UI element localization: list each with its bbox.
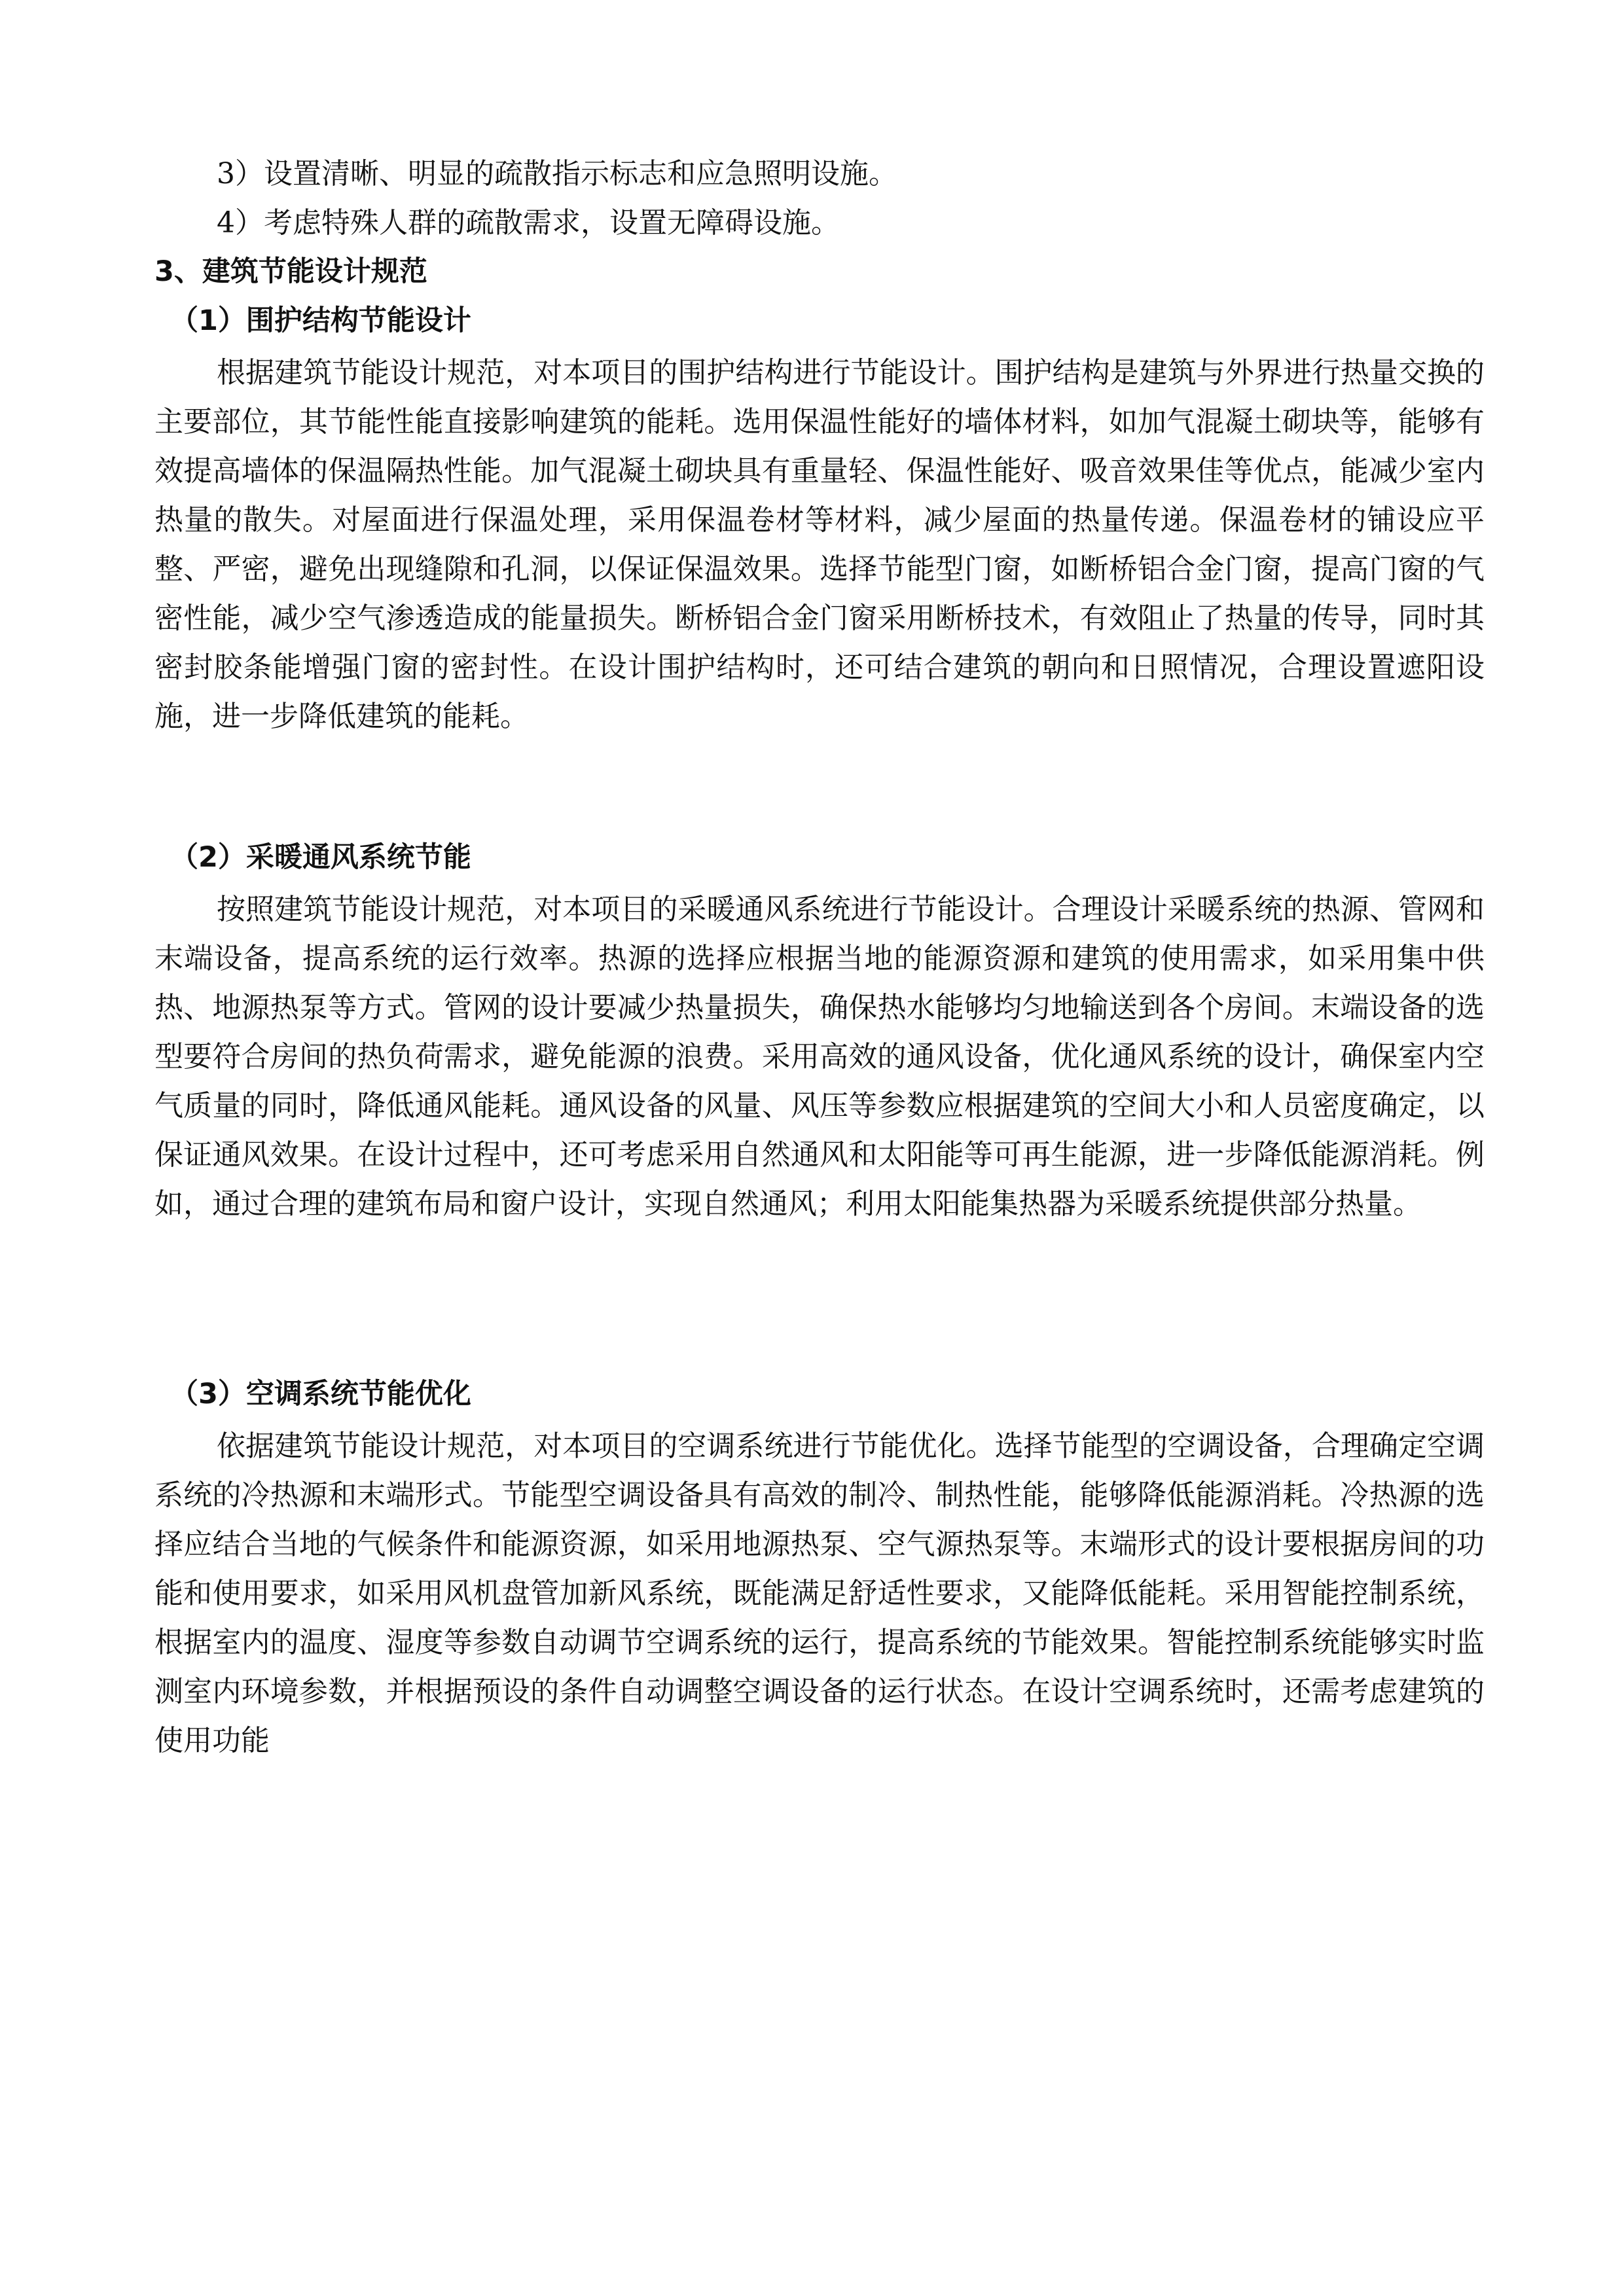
document-page	[154, 152, 1485, 1854]
subsection-2-heading: （2）采暖通风系统节能	[170, 841, 471, 874]
subsection-1-paragraph: 根据建筑节能设计规范，对本项目的围护结构进行节能设计。围护结构是建筑与外界进行热量交换的主要部位，其节能性能直接影响建筑的能耗。选用保温性能好的墙体材料，如加气混凝土砌块等，能够有效提高墙体的保温隔热性能。加气混凝土砌块具有重量轻、保温性能好、吸音效果佳等优点，能减少室内热量的散失。对屋面进行保温处理，采用保温卷材等材料，减少屋面的热量传递。保温卷材的铺设应平整、严密，避免出现缝隙和孔洞，以保证保温效果。选择节能型门窗，如断桥铝合金门窗，提高门窗的气密性能，减少空气渗透造成的能量损失。断桥铝合金门窗采用断桥技术，有效阻止了热量的传导，同时其密封胶条能增强门窗的密封性。在设计围护结构时，还可结合建筑的朝向和日照情况，合理设置遮阳设施，进一步降低建筑的能耗。	[154, 356, 1485, 733]
subsection-3-heading: （3）空调系统节能优化	[170, 1378, 471, 1410]
list-item-4: 4）考虑特殊人群的疏散需求，设置无障碍设施。	[217, 206, 840, 240]
list-item-3: 3）设置清晰、明显的疏散指示标志和应急照明设施。	[217, 157, 897, 190]
section-3-heading: 3、建筑节能设计规范	[154, 255, 427, 288]
subsection-2-paragraph: 按照建筑节能设计规范，对本项目的采暖通风系统进行节能设计。合理设计采暖系统的热源、管网和末端设备，提高系统的运行效率。热源的选择应根据当地的能源资源和建筑的使用需求，如采用集中供热、地源热泵等方式。管网的设计要减少热量损失，确保热水能够均匀地输送到各个房间。末端设备的选型要符合房间的热负荷需求，避免能源的浪费。采用高效的通风设备，优化通风系统的设计，确保室内空气质量的同时，降低通风能耗。通风设备的风量、风压等参数应根据建筑的空间大小和人员密度确定，以保证通风效果。在设计过程中，还可考虑采用自然通风和太阳能等可再生能源，进一步降低能源消耗。例如，通过合理的建筑布局和窗户设计，实现自然通风；利用太阳能集热器为采暖系统提供部分热量。	[154, 893, 1485, 1221]
subsection-1-heading: （1）围护结构节能设计	[170, 304, 471, 337]
subsection-3-paragraph: 依据建筑节能设计规范，对本项目的空调系统进行节能优化。选择节能型的空调设备，合理确定空调系统的冷热源和末端形式。节能型空调设备具有高效的制冷、制热性能，能够降低能源消耗。冷热源的选择应结合当地的气候条件和能源资源，如采用地源热泵、空气源热泵等。末端形式的设计要根据房间的功能和使用要求，如采用风机盘管加新风系统，既能满足舒适性要求，又能降低能耗。采用智能控制系统，根据室内的温度、湿度等参数自动调节空调系统的运行，提高系统的节能效果。智能控制系统能够实时监测室内环境参数，并根据预设的条件自动调整空调设备的运行状态。在设计空调系统时，还需考虑建筑的使用功能	[154, 1429, 1485, 1757]
